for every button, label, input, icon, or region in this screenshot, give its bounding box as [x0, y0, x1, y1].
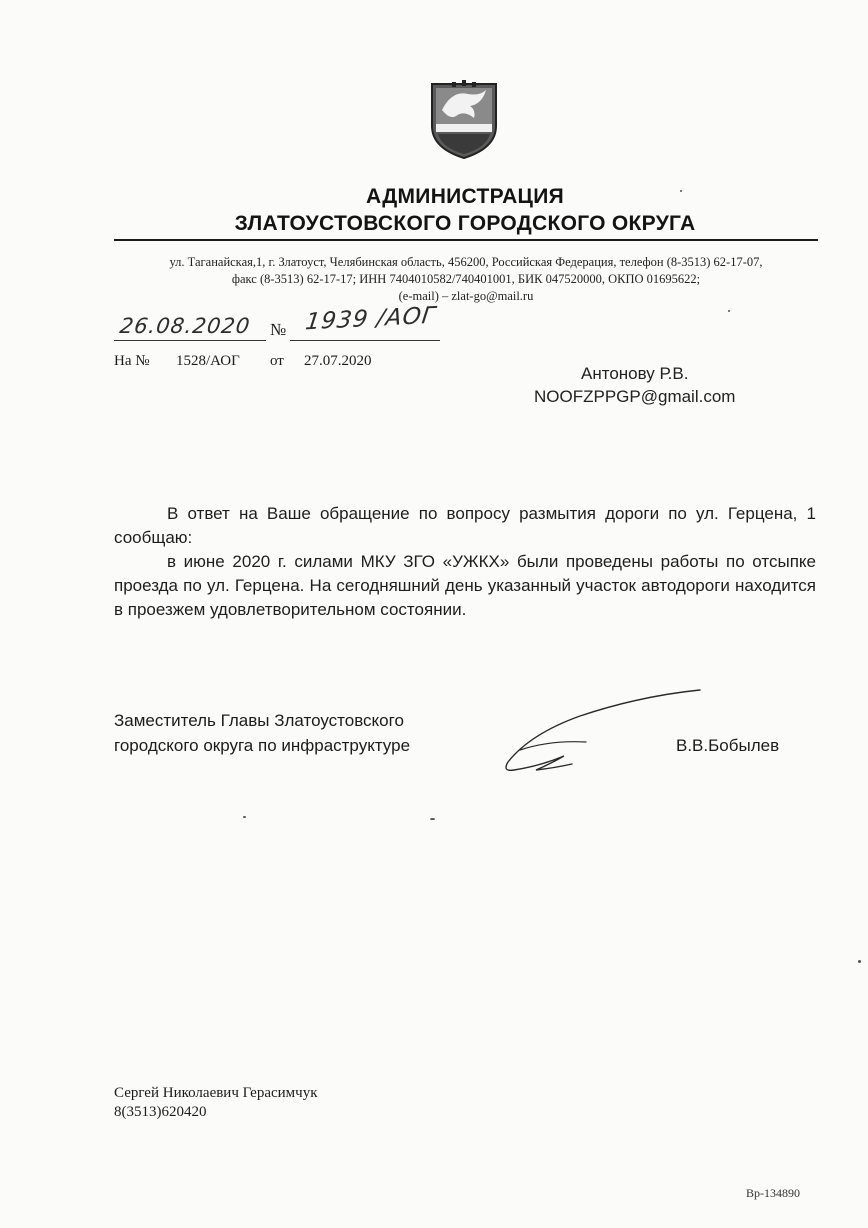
reference-prefix: На № [114, 353, 150, 369]
body-paragraph: в июне 2020 г. силами МКУ ЗГО «УЖКХ» были проведены работы по отсыпке проезда по ул. Герцена. На сегодняшний день указанный участок автодороги находится в проезжем удовлетворительном состоянии. [114, 552, 816, 619]
addressee-name: Антонову Р.В. [581, 364, 689, 383]
contacts-requisites: факс (8-3513) 62-17-17; ИНН 7404010582/740401001, БИК 047520000, ОКПО 01695622; [231, 272, 701, 286]
contacts-address: ул. Таганайская,1, г. Златоуст, Челябинская область, 456200, Российская Федерация, телефон (8-3513) 62-17-07, [169, 255, 763, 269]
registration-number-line [290, 340, 440, 341]
letterhead-divider [114, 239, 818, 241]
body-paragraph: В ответ на Ваше обращение по вопросу размытия дороги по ул. Герцена, 1 сообщаю: [114, 504, 816, 547]
scan-speck [680, 190, 682, 192]
registration-number-label: № [270, 320, 287, 339]
contacts-email: (e-mail) – zlat-go@mail.ru [398, 289, 534, 303]
registration-date: 26.08.2020 [118, 314, 252, 338]
organization-subtitle: ЗЛАТОУСТОВСКОГО ГОРОДСКОГО ОКРУГА [234, 212, 696, 235]
executor-name: Сергей Николаевич Герасимчук [114, 1085, 318, 1101]
registration-date-line [114, 340, 266, 341]
signatory-name: В.В.Бобылев [676, 736, 780, 755]
executor-phone: 8(3513)620420 [114, 1104, 207, 1120]
reference-date: 27.07.2020 [304, 353, 372, 369]
letter-body [114, 502, 816, 622]
scan-speck [858, 960, 861, 963]
scan-speck [243, 816, 246, 818]
reference-number: 1528/АОГ [176, 353, 240, 369]
registration-number: 1939 /АОГ [303, 302, 438, 336]
addressee-email: NOOFZPPGP@gmail.com [534, 387, 736, 406]
handwritten-signature [490, 684, 710, 784]
document-code: Вр-134890 [746, 1186, 800, 1200]
scan-speck [728, 310, 730, 312]
reference-from-label: от [270, 353, 284, 369]
scan-speck [430, 818, 435, 820]
signatory-position: Заместитель Главы Златоустовского [114, 711, 404, 730]
organization-title: АДМИНИСТРАЦИЯ [366, 185, 564, 208]
signatory-position-continued: городского округа по инфраструктуре [114, 736, 411, 755]
city-coat-of-arms-icon [428, 80, 500, 160]
